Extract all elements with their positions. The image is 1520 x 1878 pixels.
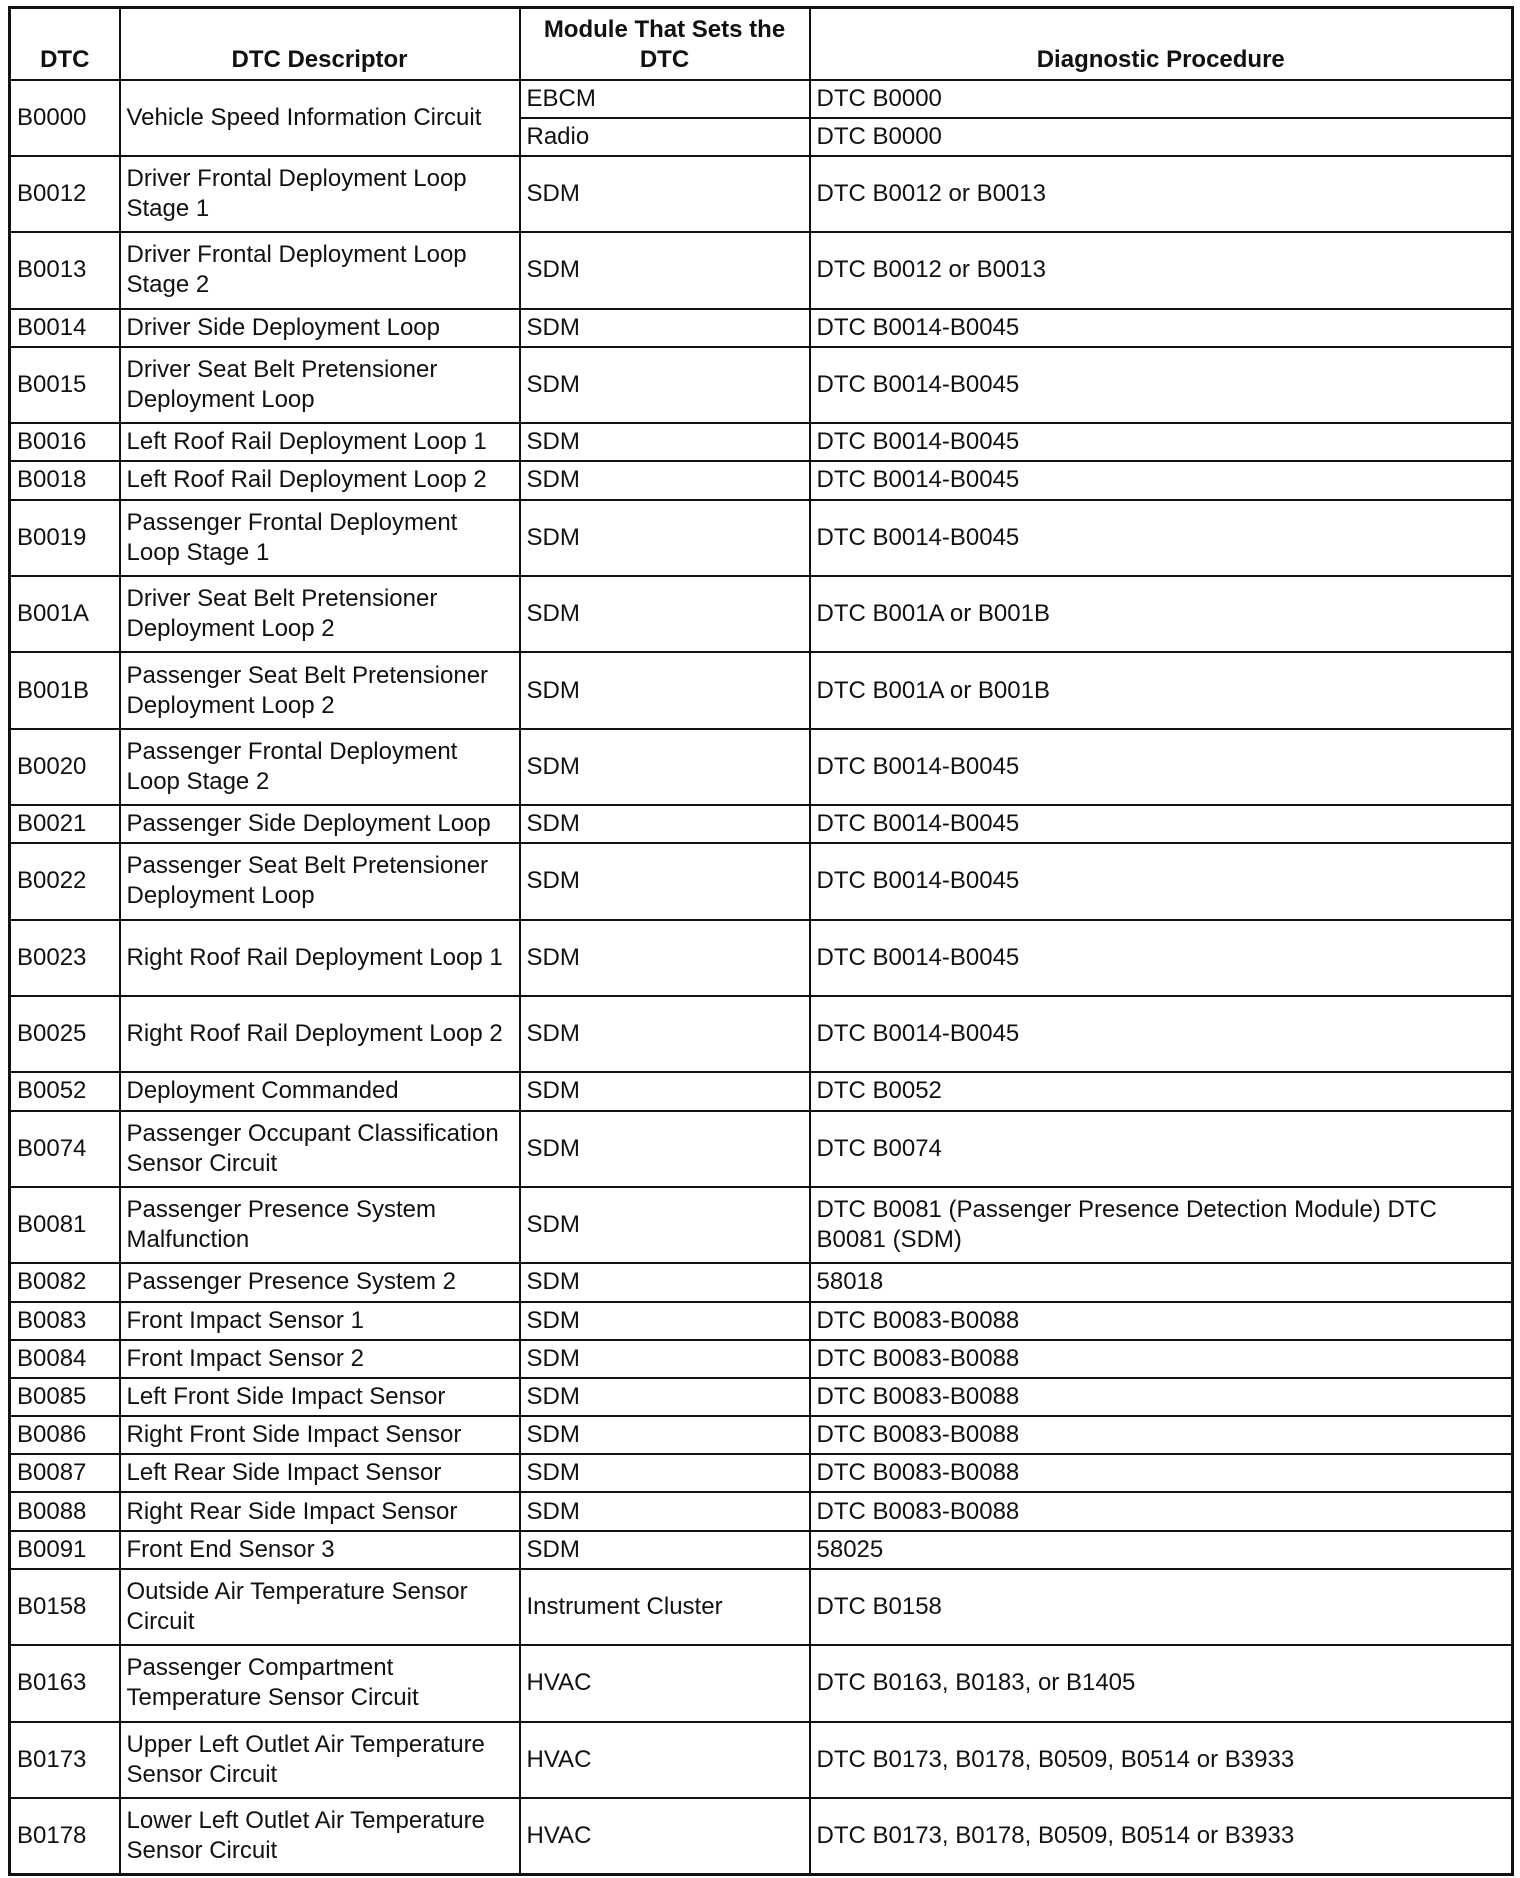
- cell-procedure: DTC B0083-B0088: [810, 1492, 1513, 1530]
- dtc-table: [8, 6, 1514, 1876]
- cell-module: SDM: [520, 1302, 810, 1340]
- cell-dtc: B0088: [10, 1492, 120, 1530]
- cell-procedure: DTC B0083-B0088: [810, 1416, 1513, 1454]
- cell-module: SDM: [520, 805, 810, 843]
- table-row: [10, 1378, 1513, 1416]
- cell-descriptor: Passenger Presence System 2: [120, 1263, 520, 1301]
- table-row: [10, 1569, 1513, 1645]
- cell-module: SDM: [520, 576, 810, 652]
- cell-dtc: B001B: [10, 652, 120, 728]
- cell-module: SDM: [520, 347, 810, 423]
- cell-dtc: B0178: [10, 1798, 120, 1875]
- header-descriptor: DTC Descriptor: [120, 8, 520, 80]
- cell-procedure: DTC B0083-B0088: [810, 1378, 1513, 1416]
- cell-dtc: B0019: [10, 500, 120, 576]
- cell-dtc: B0082: [10, 1263, 120, 1301]
- cell-module: HVAC: [520, 1722, 810, 1798]
- cell-module: HVAC: [520, 1798, 810, 1875]
- cell-module: SDM: [520, 1416, 810, 1454]
- table-row: [10, 1072, 1513, 1110]
- table-row: [10, 843, 1513, 919]
- cell-descriptor: Right Roof Rail Deployment Loop 2: [120, 996, 520, 1072]
- cell-procedure: DTC B0014-B0045: [810, 347, 1513, 423]
- cell-procedure: DTC B0052: [810, 1072, 1513, 1110]
- cell-module: Radio: [520, 118, 810, 156]
- cell-module: SDM: [520, 843, 810, 919]
- cell-dtc: B0085: [10, 1378, 120, 1416]
- cell-dtc: B0020: [10, 729, 120, 805]
- cell-descriptor: Front Impact Sensor 1: [120, 1302, 520, 1340]
- cell-procedure: DTC B0083-B0088: [810, 1454, 1513, 1492]
- header-row: [10, 8, 1513, 80]
- table-row: [10, 1531, 1513, 1569]
- cell-dtc: B0084: [10, 1340, 120, 1378]
- table-row: [10, 1302, 1513, 1340]
- cell-descriptor: Outside Air Temperature Sensor Circuit: [120, 1569, 520, 1645]
- cell-dtc: B0025: [10, 996, 120, 1072]
- cell-descriptor: Upper Left Outlet Air Temperature Sensor Circuit: [120, 1722, 520, 1798]
- cell-module: SDM: [520, 309, 810, 347]
- cell-dtc: B0023: [10, 920, 120, 996]
- cell-module: SDM: [520, 1187, 810, 1263]
- table-row: [10, 1722, 1513, 1798]
- cell-dtc: B0052: [10, 1072, 120, 1110]
- cell-dtc: B0083: [10, 1302, 120, 1340]
- table-row: [10, 347, 1513, 423]
- cell-procedure: DTC B0012 or B0013: [810, 156, 1513, 232]
- cell-dtc: B0081: [10, 1187, 120, 1263]
- cell-descriptor: Driver Frontal Deployment Loop Stage 1: [120, 156, 520, 232]
- cell-procedure: DTC B0012 or B0013: [810, 232, 1513, 308]
- cell-descriptor: Driver Seat Belt Pretensioner Deployment Loop: [120, 347, 520, 423]
- cell-descriptor: Driver Frontal Deployment Loop Stage 2: [120, 232, 520, 308]
- cell-procedure: DTC B0173, B0178, B0509, B0514 or B3933: [810, 1798, 1513, 1875]
- cell-module: SDM: [520, 232, 810, 308]
- cell-procedure: DTC B0173, B0178, B0509, B0514 or B3933: [810, 1722, 1513, 1798]
- table-row: [10, 1263, 1513, 1301]
- table-row: [10, 996, 1513, 1072]
- cell-descriptor: Passenger Occupant Classification Sensor Circuit: [120, 1111, 520, 1187]
- cell-procedure: DTC B0014-B0045: [810, 309, 1513, 347]
- cell-descriptor: Vehicle Speed Information Circuit: [120, 80, 520, 156]
- table-row: [10, 423, 1513, 461]
- cell-procedure: DTC B0074: [810, 1111, 1513, 1187]
- cell-procedure: DTC B0014-B0045: [810, 729, 1513, 805]
- cell-module: HVAC: [520, 1645, 810, 1721]
- cell-procedure: DTC B0081 (Passenger Presence Detection Module) DTC B0081 (SDM): [810, 1187, 1513, 1263]
- cell-module: SDM: [520, 423, 810, 461]
- cell-procedure: DTC B0083-B0088: [810, 1340, 1513, 1378]
- cell-descriptor: Passenger Compartment Temperature Sensor Circuit: [120, 1645, 520, 1721]
- header-module: Module That Sets the DTC: [520, 8, 810, 80]
- cell-descriptor: Passenger Side Deployment Loop: [120, 805, 520, 843]
- cell-module: SDM: [520, 729, 810, 805]
- table-row: [10, 1111, 1513, 1187]
- table-row: [10, 729, 1513, 805]
- cell-dtc: B0012: [10, 156, 120, 232]
- table-row: [10, 500, 1513, 576]
- cell-procedure: DTC B0000: [810, 118, 1513, 156]
- cell-module: Instrument Cluster: [520, 1569, 810, 1645]
- cell-descriptor: Left Rear Side Impact Sensor: [120, 1454, 520, 1492]
- cell-descriptor: Front Impact Sensor 2: [120, 1340, 520, 1378]
- table-row: [10, 920, 1513, 996]
- table-row: [10, 652, 1513, 728]
- table-row: [10, 1416, 1513, 1454]
- cell-descriptor: Passenger Presence System Malfunction: [120, 1187, 520, 1263]
- cell-dtc: B0087: [10, 1454, 120, 1492]
- cell-module: SDM: [520, 500, 810, 576]
- table-body: [10, 80, 1513, 1875]
- cell-descriptor: Left Roof Rail Deployment Loop 1: [120, 423, 520, 461]
- cell-procedure: 58025: [810, 1531, 1513, 1569]
- cell-module: SDM: [520, 1378, 810, 1416]
- cell-dtc: B0016: [10, 423, 120, 461]
- table-row: [10, 1645, 1513, 1721]
- cell-dtc: B0091: [10, 1531, 120, 1569]
- table-header: [10, 8, 1513, 80]
- cell-dtc: B0022: [10, 843, 120, 919]
- cell-procedure: DTC B0158: [810, 1569, 1513, 1645]
- table-row: [10, 1187, 1513, 1263]
- cell-procedure: DTC B0014-B0045: [810, 920, 1513, 996]
- cell-procedure: DTC B0014-B0045: [810, 996, 1513, 1072]
- cell-dtc: B0086: [10, 1416, 120, 1454]
- table-row: [10, 461, 1513, 499]
- cell-descriptor: Right Front Side Impact Sensor: [120, 1416, 520, 1454]
- cell-procedure: DTC B0014-B0045: [810, 843, 1513, 919]
- cell-dtc: B0015: [10, 347, 120, 423]
- cell-dtc: B0163: [10, 1645, 120, 1721]
- table-row: [10, 80, 1513, 118]
- cell-descriptor: Lower Left Outlet Air Temperature Sensor Circuit: [120, 1798, 520, 1875]
- cell-module: SDM: [520, 1492, 810, 1530]
- cell-descriptor: Left Front Side Impact Sensor: [120, 1378, 520, 1416]
- cell-dtc: B0013: [10, 232, 120, 308]
- cell-descriptor: Deployment Commanded: [120, 1072, 520, 1110]
- cell-procedure: DTC B0014-B0045: [810, 461, 1513, 499]
- cell-module: SDM: [520, 1072, 810, 1110]
- header-procedure: Diagnostic Procedure: [810, 8, 1513, 80]
- cell-descriptor: Driver Side Deployment Loop: [120, 309, 520, 347]
- cell-procedure: DTC B0014-B0045: [810, 805, 1513, 843]
- table-row: [10, 232, 1513, 308]
- cell-module: SDM: [520, 1111, 810, 1187]
- cell-module: SDM: [520, 156, 810, 232]
- cell-dtc: B0173: [10, 1722, 120, 1798]
- cell-descriptor: Driver Seat Belt Pretensioner Deployment Loop 2: [120, 576, 520, 652]
- cell-procedure: DTC B001A or B001B: [810, 576, 1513, 652]
- cell-dtc: B0021: [10, 805, 120, 843]
- cell-descriptor: Left Roof Rail Deployment Loop 2: [120, 461, 520, 499]
- cell-dtc: B0074: [10, 1111, 120, 1187]
- cell-procedure: DTC B001A or B001B: [810, 652, 1513, 728]
- table-row: [10, 1340, 1513, 1378]
- table-row: [10, 156, 1513, 232]
- cell-procedure: 58018: [810, 1263, 1513, 1301]
- cell-module: SDM: [520, 1454, 810, 1492]
- cell-module: SDM: [520, 652, 810, 728]
- cell-module: SDM: [520, 1263, 810, 1301]
- cell-dtc: B001A: [10, 576, 120, 652]
- cell-module: SDM: [520, 920, 810, 996]
- cell-procedure: DTC B0000: [810, 80, 1513, 118]
- cell-dtc: B0158: [10, 1569, 120, 1645]
- table-row: [10, 1492, 1513, 1530]
- header-dtc: DTC: [10, 8, 120, 80]
- table-row: [10, 576, 1513, 652]
- cell-descriptor: Front End Sensor 3: [120, 1531, 520, 1569]
- table-row: [10, 1798, 1513, 1875]
- cell-procedure: DTC B0083-B0088: [810, 1302, 1513, 1340]
- cell-descriptor: Right Roof Rail Deployment Loop 1: [120, 920, 520, 996]
- cell-module: SDM: [520, 996, 810, 1072]
- cell-module: SDM: [520, 1531, 810, 1569]
- cell-dtc: B0014: [10, 309, 120, 347]
- cell-descriptor: Passenger Seat Belt Pretensioner Deployment Loop 2: [120, 652, 520, 728]
- table-row: [10, 309, 1513, 347]
- table-row: [10, 1454, 1513, 1492]
- cell-descriptor: Passenger Frontal Deployment Loop Stage 2: [120, 729, 520, 805]
- table-row: [10, 805, 1513, 843]
- cell-procedure: DTC B0163, B0183, or B1405: [810, 1645, 1513, 1721]
- cell-module: SDM: [520, 461, 810, 499]
- cell-procedure: DTC B0014-B0045: [810, 423, 1513, 461]
- cell-module: EBCM: [520, 80, 810, 118]
- cell-descriptor: Passenger Frontal Deployment Loop Stage 1: [120, 500, 520, 576]
- cell-descriptor: Right Rear Side Impact Sensor: [120, 1492, 520, 1530]
- cell-descriptor: Passenger Seat Belt Pretensioner Deployment Loop: [120, 843, 520, 919]
- cell-module: SDM: [520, 1340, 810, 1378]
- cell-dtc: B0018: [10, 461, 120, 499]
- cell-dtc: B0000: [10, 80, 120, 156]
- cell-procedure: DTC B0014-B0045: [810, 500, 1513, 576]
